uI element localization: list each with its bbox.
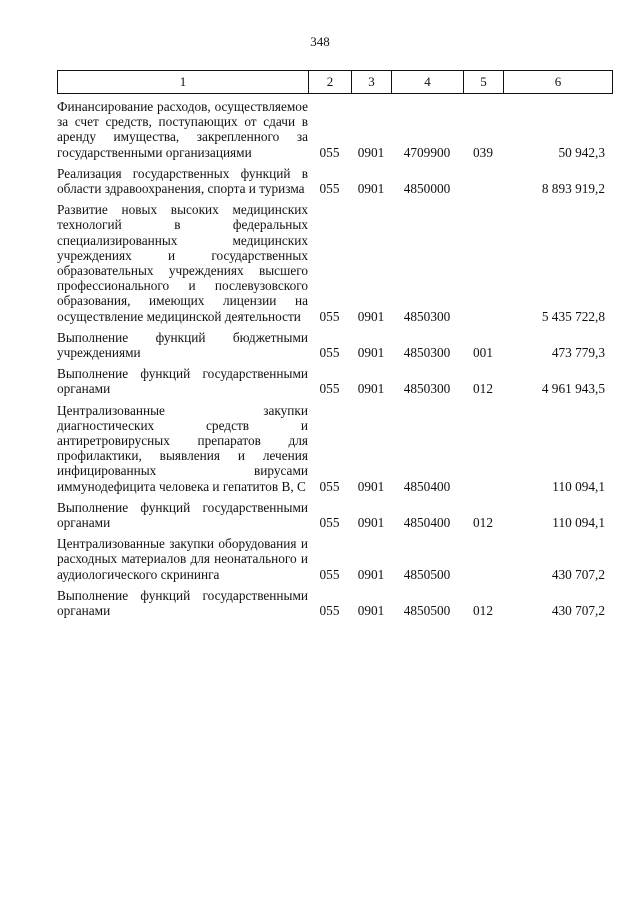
table-body: [57, 99, 613, 624]
cell-section: 055: [319, 478, 340, 494]
table-row: [57, 366, 613, 396]
cell-subsection: 0901: [357, 603, 385, 619]
cell-subsection: 0901: [357, 181, 385, 197]
cell-section: 055: [319, 381, 340, 397]
cell-amount: 430 707,2: [551, 566, 605, 582]
table-row: [57, 166, 613, 196]
cell-section: 055: [319, 308, 340, 324]
cell-amount: 5 435 722,8: [541, 308, 605, 324]
cell-amount: 50 942,3: [558, 144, 605, 160]
cell-target-code: 4850300: [403, 345, 451, 361]
cell-expense-type: 012: [473, 515, 493, 531]
header-cell-5: 5: [464, 71, 504, 93]
cell-amount: 110 094,1: [552, 515, 605, 531]
table-header: [57, 70, 613, 94]
cell-subsection: 0901: [357, 381, 385, 397]
table-row: [57, 403, 613, 494]
cell-section: 055: [319, 345, 340, 361]
row-description: Централизованные закупки диагностических средств и антиретровирусных препаратов для профилактики, выявления и лечения инфицированных вирусами иммунодефицита человека и гепатитов В, С: [57, 402, 308, 494]
row-description: Выполнение функций государственными органами: [57, 587, 308, 619]
cell-target-code: 4850300: [403, 308, 451, 324]
table-row: [57, 588, 613, 618]
cell-target-code: 4850400: [403, 515, 451, 531]
cell-target-code: 4709900: [403, 144, 451, 160]
cell-expense-type: 012: [473, 603, 493, 619]
cell-subsection: 0901: [357, 566, 385, 582]
cell-target-code: 4850400: [403, 478, 451, 494]
cell-expense-type: 039: [473, 144, 493, 160]
cell-amount: 430 707,2: [551, 603, 605, 619]
table-row: [57, 202, 613, 324]
cell-section: 055: [319, 144, 340, 160]
row-description: Выполнение функций государственными органами: [57, 366, 308, 397]
row-description: Централизованные закупки оборудования и расходных материалов для неонатального и аудиологического скрининга: [57, 536, 308, 582]
cell-section: 055: [319, 603, 340, 619]
cell-subsection: 0901: [357, 308, 385, 324]
cell-amount: 110 094,1: [552, 478, 605, 494]
header-cell-4: 4: [392, 71, 464, 93]
cell-target-code: 4850500: [403, 566, 451, 582]
cell-subsection: 0901: [357, 144, 385, 160]
cell-amount: 4 961 943,5: [541, 381, 605, 397]
cell-expense-type: 001: [473, 345, 493, 361]
table-row: [57, 536, 613, 582]
page-number: 348: [310, 34, 330, 49]
cell-target-code: 4850000: [403, 181, 451, 197]
header-cell-1: 1: [58, 71, 309, 93]
table-row: [57, 330, 613, 360]
row-description: Выполнение функций государственными органами: [57, 499, 308, 531]
cell-subsection: 0901: [357, 478, 385, 494]
cell-expense-type: 012: [473, 381, 493, 397]
header-cell-2: 2: [309, 71, 352, 93]
row-description: Финансирование расходов, осуществляемое за счет средств, поступающих от сдачи в аренду имущества, закрепленного за государственными организациями: [57, 99, 308, 160]
header-cell-6: 6: [554, 74, 562, 89]
cell-target-code: 4850500: [403, 603, 451, 619]
table-row: [57, 500, 613, 530]
cell-section: 055: [319, 515, 340, 531]
cell-section: 055: [319, 181, 340, 197]
cell-section: 055: [319, 566, 340, 582]
row-description: Реализация государственных функций в области здравоохранения, спорта и туризма: [57, 165, 308, 197]
cell-subsection: 0901: [357, 515, 385, 531]
cell-target-code: 4850300: [403, 381, 451, 397]
header-cell-3: 3: [352, 71, 392, 93]
cell-subsection: 0901: [357, 345, 385, 361]
table-row: [57, 99, 613, 160]
row-description: Выполнение функций бюджетными учреждениями: [57, 329, 308, 361]
row-description: Развитие новых высоких медицинских технологий в федеральных специализированных медицинских учреждениях и государственных образовательных учреждениях высшего профессионального и послевузовского образования, имеющих лицензии на осуществление медицинской деятельности: [57, 202, 308, 324]
cell-amount: 473 779,3: [551, 345, 605, 361]
cell-amount: 8 893 919,2: [541, 181, 605, 197]
